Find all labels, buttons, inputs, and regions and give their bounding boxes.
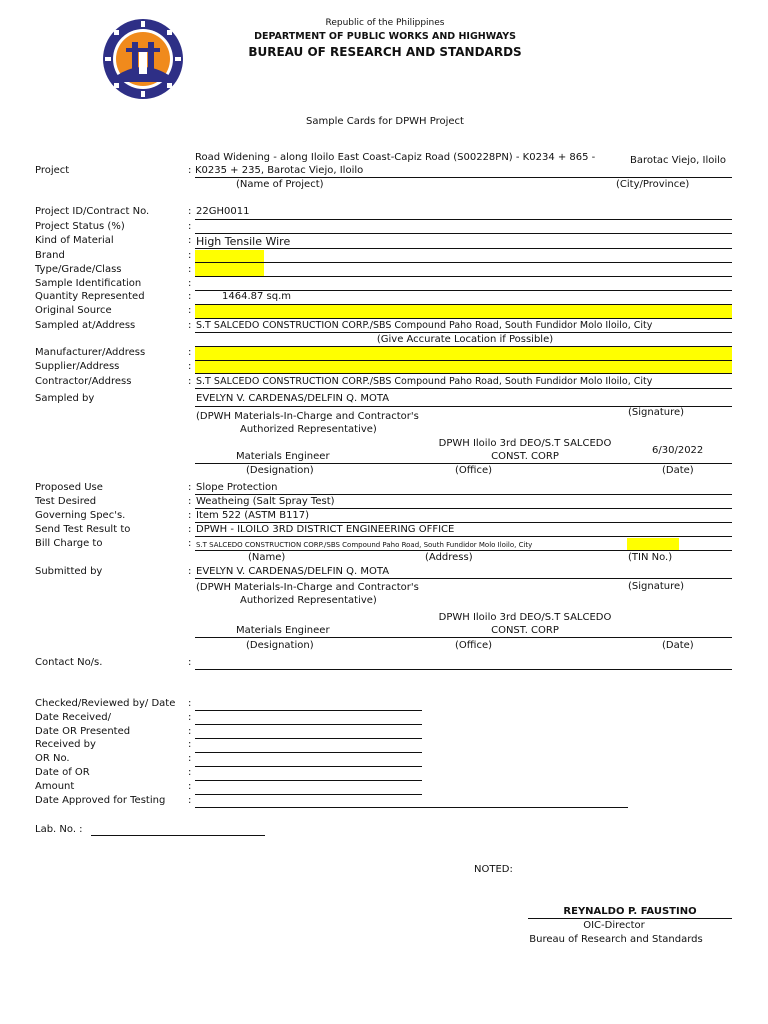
- sample-id-label: Sample Identification: [35, 278, 142, 289]
- project-name-caption: (Name of Project): [236, 179, 324, 190]
- sampled-office-caption: (Office): [455, 465, 492, 476]
- sampled-office-line2: CONST. CORP: [491, 451, 559, 462]
- submitted-designation: Materials Engineer: [236, 625, 330, 636]
- brand-type-highlight: [195, 250, 264, 276]
- sampled-by-label: Sampled by: [35, 393, 95, 404]
- date-of-or-label: Date of OR: [35, 767, 90, 778]
- sampled-signature-caption: (Signature): [628, 407, 685, 418]
- noted-position: OIC-Director: [583, 920, 645, 931]
- brand-label: Brand: [35, 250, 65, 261]
- submitted-rep-line1: (DPWH Materials-In-Charge and Contractor's: [196, 582, 419, 593]
- submitted-signature-caption: (Signature): [628, 581, 685, 592]
- project-id-value: 22GH0011: [196, 206, 250, 217]
- submitted-by-value: EVELYN V. CARDENAS/DELFIN Q. MOTA: [196, 566, 390, 577]
- sampled-date: 6/30/2022: [652, 445, 704, 456]
- sampled-designation: Materials Engineer: [236, 451, 330, 462]
- sampled-date-caption: (Date): [662, 465, 694, 476]
- or-no-label: OR No.: [35, 753, 70, 764]
- original-source-label: Original Source: [35, 305, 112, 316]
- sampled-rep-line2: Authorized Representative): [240, 424, 377, 435]
- sampled-designation-caption: (Designation): [246, 465, 314, 476]
- submitted-designation-caption: (Designation): [246, 640, 314, 651]
- project-id-label: Project ID/Contract No.: [35, 206, 150, 217]
- sampled-rep-line1: (DPWH Materials-In-Charge and Contractor's: [196, 411, 419, 422]
- test-desired-value: Weatheing (Salt Spray Test): [196, 496, 335, 507]
- type-grade-label: Type/Grade/Class: [35, 264, 122, 275]
- date-received-label: Date Received/: [35, 712, 111, 723]
- contractor-value: S.T SALCEDO CONSTRUCTION CORP./SBS Compound Paho Road, South Fundidor Molo Iloilo, City: [196, 376, 653, 387]
- republic-text: Republic of the Philippines: [325, 18, 445, 28]
- dpwh-logo: [102, 18, 184, 100]
- page-title: Sample Cards for DPWH Project: [306, 116, 464, 127]
- date-approved-label: Date Approved for Testing: [35, 795, 166, 806]
- project-label: Project: [35, 165, 70, 176]
- sampled-at-value: S.T SALCEDO CONSTRUCTION CORP./SBS Compound Paho Road, South Fundidor Molo Iloilo, City: [196, 320, 653, 331]
- bill-tin-caption: (TIN No.): [628, 552, 673, 563]
- received-by-label: Received by: [35, 739, 96, 750]
- sampled-office-line1: DPWH Iloilo 3rd DEO/S.T SALCEDO: [438, 438, 612, 449]
- test-desired-label: Test Desired: [35, 496, 97, 507]
- project-city-caption: (City/Province): [616, 179, 690, 190]
- noted-label: NOTED:: [474, 864, 513, 875]
- contractor-label: Contractor/Address: [35, 376, 132, 387]
- amount-label: Amount: [35, 781, 75, 792]
- bill-name-caption: (Name): [248, 552, 286, 563]
- noted-office: Bureau of Research and Standards: [529, 934, 703, 945]
- tin-highlight: [627, 538, 679, 550]
- bill-address-caption: (Address): [425, 552, 473, 563]
- project-status-label: Project Status (%): [35, 221, 125, 232]
- submitted-by-label: Submitted by: [35, 566, 103, 577]
- project-city: Barotac Viejo, Iloilo: [630, 155, 727, 166]
- project-name-line2: K0235 + 235, Barotac Viejo, Iloilo: [195, 165, 364, 176]
- submitted-rep-line2: Authorized Representative): [240, 595, 377, 606]
- submitted-office-caption: (Office): [455, 640, 492, 651]
- governing-specs-value: Item 522 (ASTM B117): [196, 510, 310, 521]
- location-note: (Give Accurate Location if Possible): [376, 334, 554, 345]
- proposed-use-value: Slope Protection: [196, 482, 278, 493]
- lab-no-label: Lab. No. :: [35, 824, 83, 835]
- quantity-label: Quantity Represented: [35, 291, 145, 302]
- contact-label: Contact No/s.: [35, 657, 103, 668]
- proposed-use-label: Proposed Use: [35, 482, 103, 493]
- manufacturer-label: Manufacturer/Address: [35, 347, 146, 358]
- bill-charge-label: Bill Charge to: [35, 538, 103, 549]
- supplier-label: Supplier/Address: [35, 361, 120, 372]
- sampled-by-value: EVELYN V. CARDENAS/DELFIN Q. MOTA: [196, 393, 390, 404]
- noted-name: REYNALDO P. FAUSTINO: [563, 906, 697, 917]
- original-source-highlight: [195, 305, 732, 318]
- date-or-label: Date OR Presented: [35, 726, 131, 737]
- bureau-text: BUREAU OF RESEARCH AND STANDARDS: [248, 45, 522, 59]
- material-label: Kind of Material: [35, 235, 114, 246]
- checked-label: Checked/Reviewed by/ Date: [35, 698, 176, 709]
- department-text: DEPARTMENT OF PUBLIC WORKS AND HIGHWAYS: [254, 31, 516, 42]
- governing-specs-label: Governing Spec's.: [35, 510, 126, 521]
- submitted-office-line2: CONST. CORP: [491, 625, 559, 636]
- send-result-value: DPWH - ILOILO 3RD DISTRICT ENGINEERING OFFICE: [196, 524, 455, 535]
- material-value: High Tensile Wire: [196, 235, 291, 248]
- quantity-value: 1464.87 sq.m: [222, 291, 292, 302]
- sampled-at-label: Sampled at/Address: [35, 320, 136, 331]
- submitted-date-caption: (Date): [662, 640, 694, 651]
- send-result-label: Send Test Result to: [35, 524, 131, 535]
- submitted-office-line1: DPWH Iloilo 3rd DEO/S.T SALCEDO: [438, 612, 612, 623]
- bill-charge-value: S.T SALCEDO CONSTRUCTION CORP./SBS Compound Paho Road, South Fundidor Molo Iloilo, City: [196, 541, 533, 549]
- project-name-line1: Road Widening - along Iloilo East Coast-Capiz Road (S00228PN) - K0234 + 865 -: [195, 152, 596, 163]
